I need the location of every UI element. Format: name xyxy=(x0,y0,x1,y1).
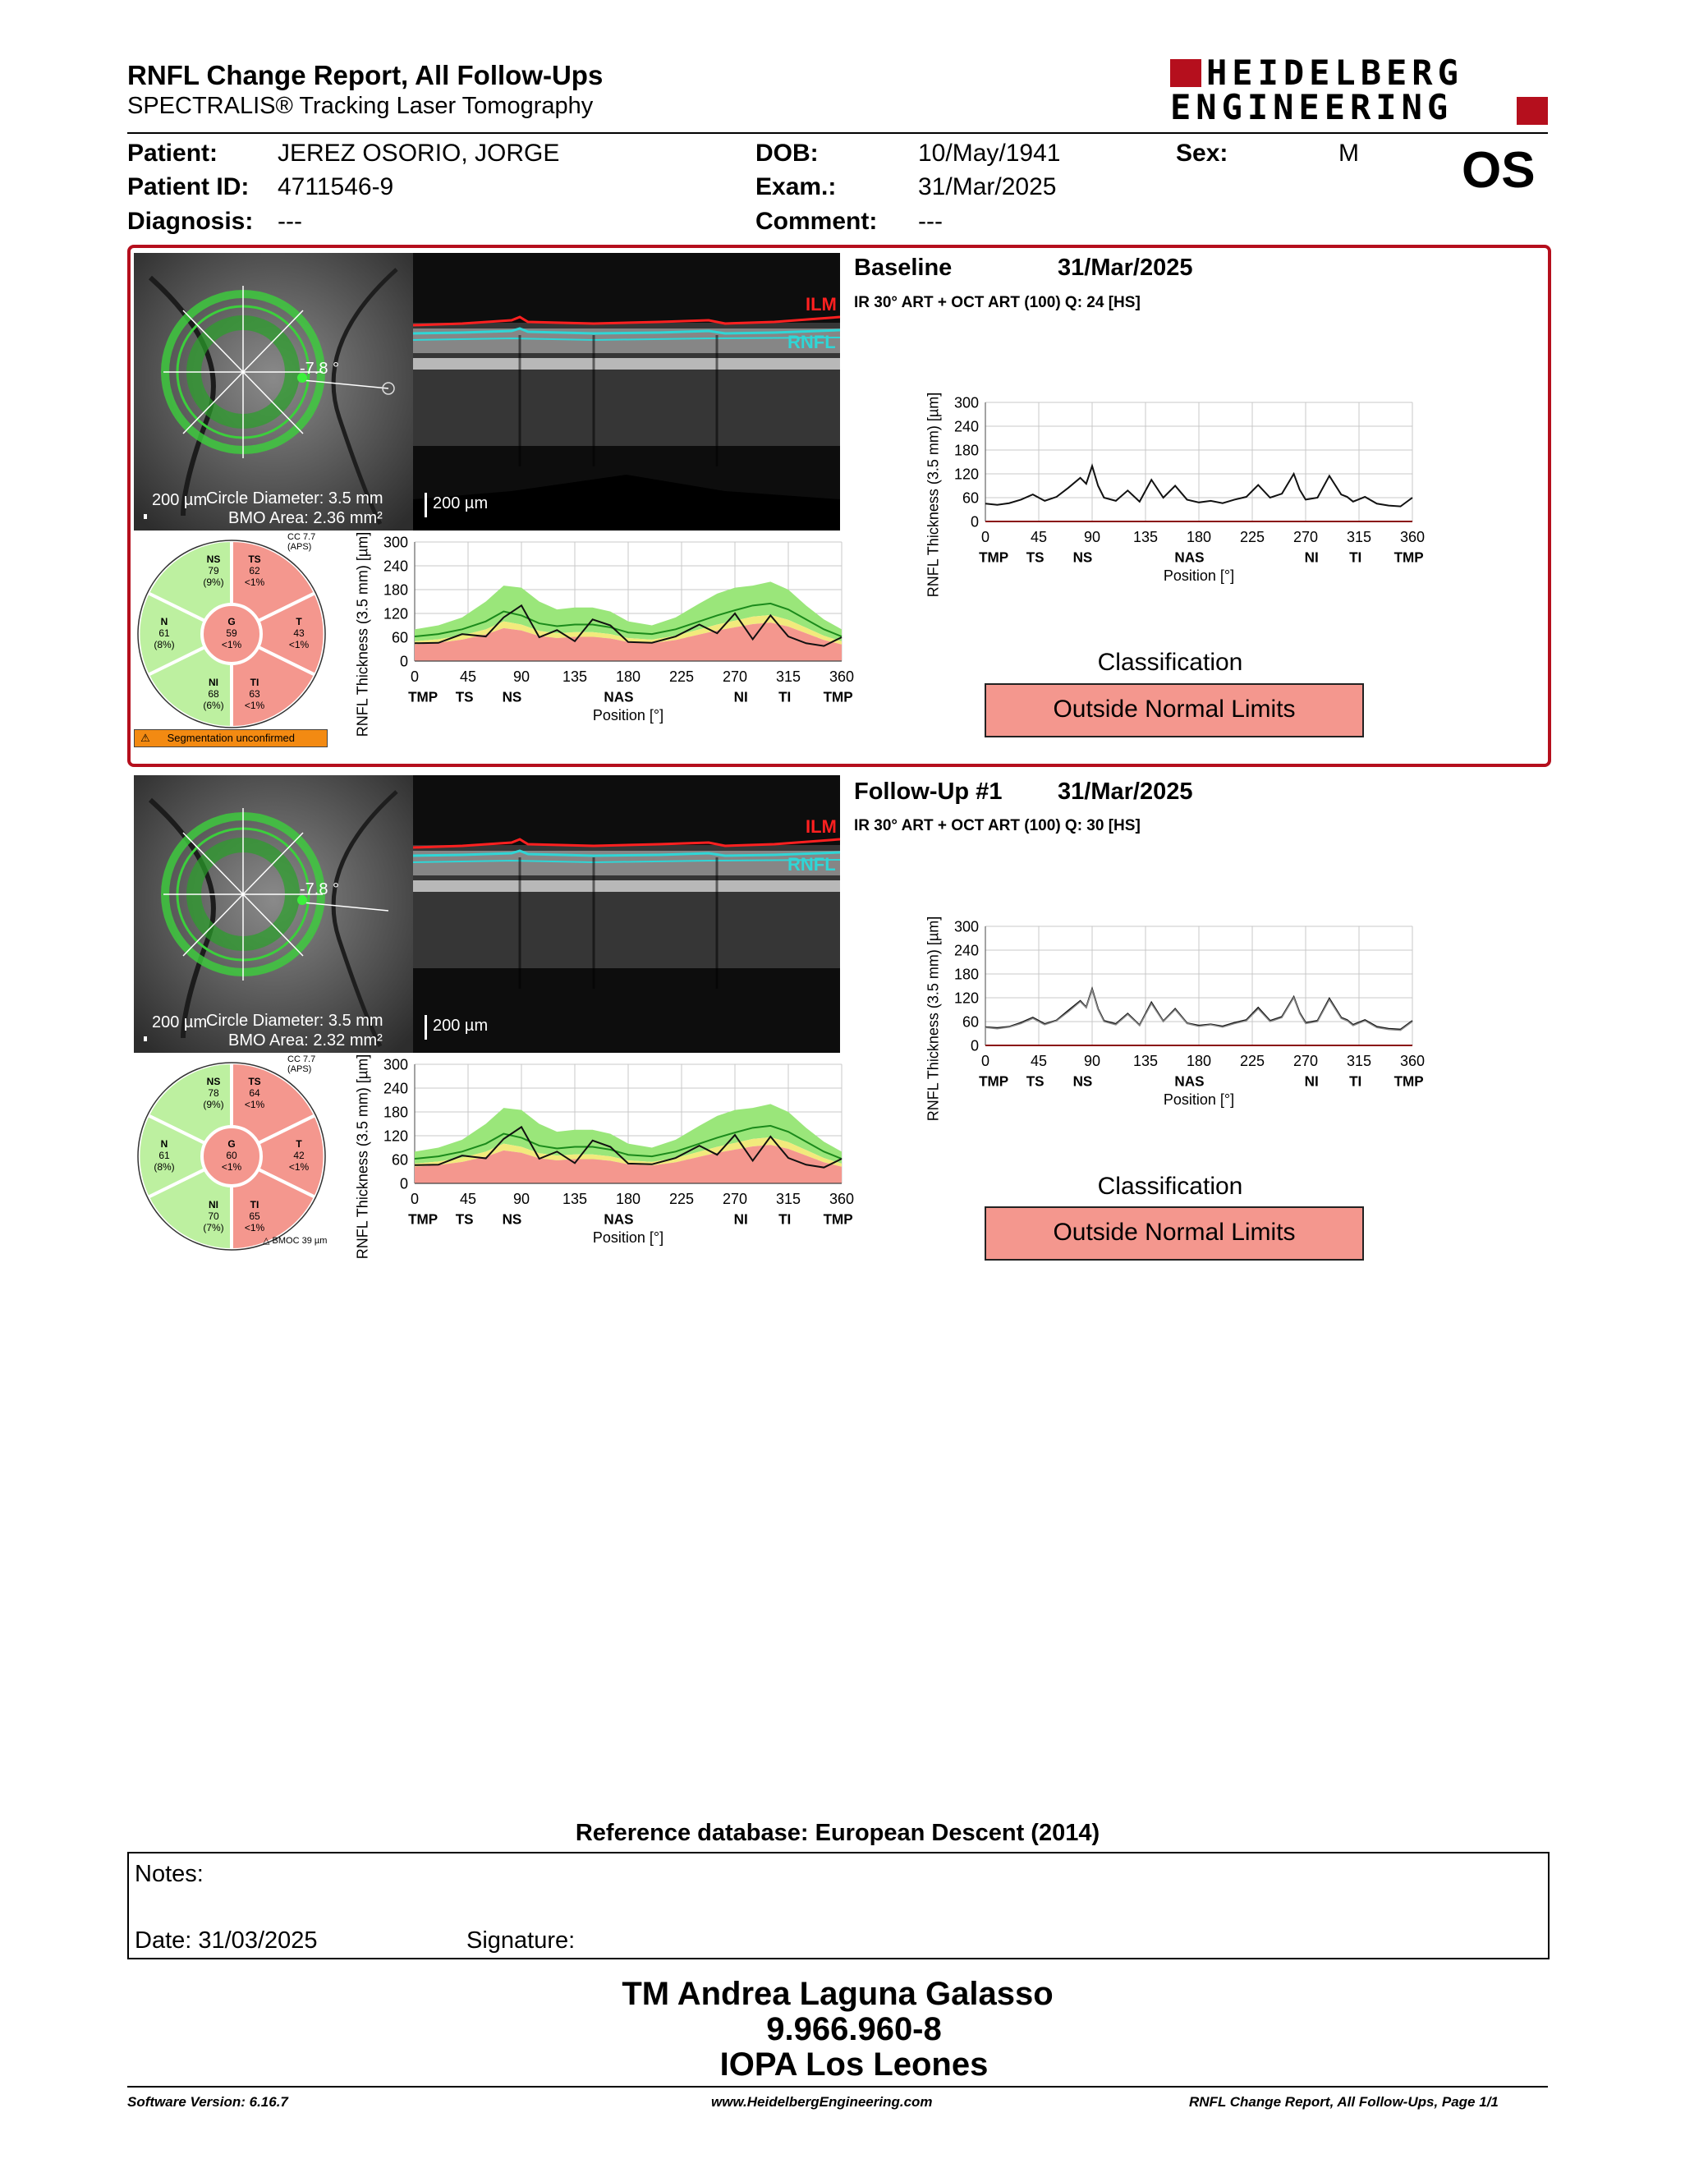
baseline-norm-y-tick-label: 300 xyxy=(383,534,408,551)
segmentation-warning xyxy=(134,729,328,747)
baseline-profile-x-tick-label: 270 xyxy=(1292,529,1319,546)
baseline-bscan-graphic xyxy=(413,253,840,531)
baseline-profile-y-tick-label: 300 xyxy=(953,394,979,411)
baseline-cc-label: CC 7.7 (APS) xyxy=(287,532,316,552)
dob-value: 10/May/1941 xyxy=(918,140,1061,167)
baseline-profile-y-tick-label: 180 xyxy=(953,442,979,459)
patient-label: Patient: xyxy=(127,140,218,167)
baseline-profile-sector-label: TI xyxy=(1349,549,1362,566)
sex-label: Sex: xyxy=(1176,140,1228,167)
followup-profile-y-tick-label: 240 xyxy=(953,942,979,959)
baseline-profile-sector-label: NI xyxy=(1304,549,1319,566)
baseline-norm-y-tick-label: 180 xyxy=(383,581,408,599)
followup-profile-sector-label: TMP xyxy=(1393,1073,1424,1090)
dob-label: DOB: xyxy=(755,140,819,167)
software-version: Software Version: 6.16.7 xyxy=(127,2094,288,2110)
baseline-profile-x-tick-label: 315 xyxy=(1346,529,1372,546)
report-subtitle: SPECTRALIS® Tracking Laser Tomography xyxy=(127,93,594,119)
baseline-norm-sector-label: NS xyxy=(502,689,522,705)
baseline-rnfl-label: RNFL xyxy=(787,332,836,352)
followup-norm-y-axis-label: RNFL Thickness (3.5 mm) [µm] xyxy=(354,1054,371,1260)
followup-fundus-scale: 200 µm xyxy=(152,1013,208,1031)
baseline-profile-y-axis-label: RNFL Thickness (3.5 mm) [µm] xyxy=(925,392,942,598)
exam-label: Exam.: xyxy=(755,173,837,200)
reference-database: Reference database: European Descent (2014) xyxy=(575,1820,1100,1846)
baseline-classification-label: Classification xyxy=(1097,649,1243,676)
followup-classification-result: Outside Normal Limits xyxy=(985,1206,1364,1261)
followup-norm-sector-label: NI xyxy=(733,1211,748,1228)
followup-rnfl-label: RNFL xyxy=(787,854,836,875)
followup-circle-diameter: Circle Diameter: 3.5 mm xyxy=(206,1012,383,1030)
baseline-circle-diameter: Circle Diameter: 3.5 mm xyxy=(206,489,383,508)
baseline-profile-y-tick-label: 120 xyxy=(953,466,979,483)
baseline-profile-x-axis-label: Position [°] xyxy=(1163,567,1235,584)
followup-norm-y-tick-label: 180 xyxy=(383,1104,408,1121)
baseline-norm-y-tick-label: 60 xyxy=(391,629,408,646)
baseline-norm-x-tick-label: 315 xyxy=(775,668,801,686)
followup-sector-ti: TI 65 <1% xyxy=(244,1199,265,1233)
followup-profile-sector-label: NI xyxy=(1304,1073,1319,1090)
baseline-norm-y-tick-label: 240 xyxy=(383,558,408,575)
baseline-profile-y-tick-label: 240 xyxy=(953,418,979,435)
baseline-norm-y-tick-label: 0 xyxy=(399,653,408,670)
followup-norm-sector-label: NAS xyxy=(604,1211,634,1228)
baseline-fundus-scale: 200 µm xyxy=(152,491,208,509)
followup-normative-chart xyxy=(341,1054,855,1278)
brand-logo xyxy=(1170,53,1548,127)
followup-profile-y-tick-label: 60 xyxy=(962,1013,979,1031)
followup-profile-x-tick-label: 180 xyxy=(1186,1053,1212,1070)
warning-icon: ⚠ xyxy=(140,732,150,744)
baseline-bmo-area: BMO Area: 2.36 mm² xyxy=(228,509,383,527)
followup-profile-sector-label: TMP xyxy=(979,1073,1009,1090)
followup-norm-y-tick-label: 300 xyxy=(383,1056,408,1073)
followup-profile-x-tick-label: 270 xyxy=(1292,1053,1319,1070)
followup-sector-ts: TS 64 <1% xyxy=(244,1076,265,1110)
followup-bscan-image xyxy=(413,775,840,1053)
baseline-norm-x-tick-label: 180 xyxy=(615,668,641,686)
baseline-classification-result: Outside Normal Limits xyxy=(985,683,1364,737)
baseline-profile-y-tick-label: 60 xyxy=(962,489,979,507)
triangle-icon: △ xyxy=(263,1236,270,1246)
baseline-norm-x-tick-label: 90 xyxy=(512,668,530,686)
baseline-norm-sector-label: TMP xyxy=(408,689,438,705)
followup-sector-g: G 60 <1% xyxy=(221,1138,242,1173)
baseline-norm-y-axis-label: RNFL Thickness (3.5 mm) [µm] xyxy=(354,531,371,737)
followup-fundus-angle: -7.8 ° xyxy=(300,880,340,898)
baseline-fundus-angle: -7.8 ° xyxy=(300,360,340,378)
baseline-norm-sector-label: NAS xyxy=(604,689,634,705)
followup-norm-x-tick-label: 360 xyxy=(829,1191,855,1208)
baseline-norm-x-tick-label: 0 xyxy=(410,668,420,686)
followup-norm-y-tick-label: 120 xyxy=(383,1128,408,1145)
followup-norm-x-tick-label: 225 xyxy=(668,1191,695,1208)
followup-profile-sector-label: NS xyxy=(1072,1073,1093,1090)
comment-value: --- xyxy=(918,208,943,235)
followup-bscan-scale: 200 µm xyxy=(433,1017,489,1035)
baseline-normative-chart xyxy=(341,531,855,756)
baseline-profile-chart xyxy=(911,386,1437,624)
followup-cc-label: CC 7.7 (APS) xyxy=(287,1054,316,1074)
followup-title: Follow-Up #1 xyxy=(854,779,1003,805)
followup-profile-y-tick-label: 120 xyxy=(953,990,979,1007)
followup-date: 31/Mar/2025 xyxy=(1058,779,1193,805)
baseline-settings: IR 30° ART + OCT ART (100) Q: 24 [HS] xyxy=(854,294,1141,311)
baseline-profile-sector-label: TMP xyxy=(1393,549,1424,566)
comment-label: Comment: xyxy=(755,208,878,235)
baseline-norm-y-tick-label: 120 xyxy=(383,605,408,622)
followup-profile-y-axis-label: RNFL Thickness (3.5 mm) [µm] xyxy=(925,916,942,1122)
followup-norm-x-tick-label: 45 xyxy=(459,1191,477,1208)
baseline-bscan-scale: 200 µm xyxy=(433,494,489,512)
followup-settings: IR 30° ART + OCT ART (100) Q: 30 [HS] xyxy=(854,817,1141,834)
baseline-profile-x-tick-label: 360 xyxy=(1399,529,1426,546)
baseline-sector-chart xyxy=(131,532,335,729)
baseline-norm-sector-label: NI xyxy=(733,689,748,705)
notes-box xyxy=(127,1852,1550,1959)
baseline-profile-x-tick-label: 225 xyxy=(1239,529,1265,546)
stamp-place: IOPA Los Leones xyxy=(719,2046,989,2083)
baseline-profile-x-tick-label: 180 xyxy=(1186,529,1212,546)
baseline-sector-n: N 61 (8%) xyxy=(154,616,175,650)
baseline-sector-ni: NI 68 (6%) xyxy=(203,677,224,711)
stamp-id: 9.966.960-8 xyxy=(766,2011,942,2047)
eye-indicator: OS xyxy=(1462,142,1536,199)
baseline-profile-x-tick-label: 0 xyxy=(980,529,990,546)
followup-sector-chart xyxy=(131,1054,335,1252)
followup-norm-sector-label: TI xyxy=(778,1211,792,1228)
bmoc-note: △ BMOC 39 µm xyxy=(263,1236,328,1246)
followup-norm-x-tick-label: 180 xyxy=(615,1191,641,1208)
notes-label: Notes: xyxy=(135,1861,204,1887)
followup-norm-sector-label: TS xyxy=(455,1211,474,1228)
baseline-fundus-image xyxy=(134,253,413,531)
followup-norm-sector-label: NS xyxy=(502,1211,522,1228)
baseline-norm-x-tick-label: 270 xyxy=(722,668,748,686)
followup-norm-y-tick-label: 0 xyxy=(399,1175,408,1192)
followup-sector-t: T 42 <1% xyxy=(288,1138,310,1173)
followup-norm-y-tick-label: 240 xyxy=(383,1080,408,1097)
followup-profile-x-tick-label: 45 xyxy=(1030,1053,1048,1070)
followup-profile-x-axis-label: Position [°] xyxy=(1163,1091,1235,1108)
baseline-date: 31/Mar/2025 xyxy=(1058,255,1193,281)
baseline-sector-t: T 43 <1% xyxy=(288,616,310,650)
followup-sector-n: N 61 (8%) xyxy=(154,1138,175,1173)
diagnosis-label: Diagnosis: xyxy=(127,208,254,235)
baseline-ilm-label: ILM xyxy=(806,294,837,315)
baseline-profile-sector-label: NS xyxy=(1072,549,1093,566)
followup-profile-y-tick-label: 300 xyxy=(953,918,979,935)
followup-profile-sector-label: NAS xyxy=(1174,1073,1205,1090)
followup-profile-y-tick-label: 0 xyxy=(970,1037,979,1054)
followup-profile-chart xyxy=(911,910,1437,1148)
followup-ilm-label: ILM xyxy=(806,816,837,837)
baseline-sector-ti: TI 63 <1% xyxy=(244,677,265,711)
date-label: Date: 31/03/2025 xyxy=(135,1927,318,1954)
baseline-sector-ns: NS 79 (9%) xyxy=(203,553,224,588)
baseline-sector-g: G 59 <1% xyxy=(221,616,242,650)
followup-fundus-image xyxy=(134,775,413,1053)
followup-norm-x-axis-label: Position [°] xyxy=(592,1229,664,1246)
followup-profile-x-tick-label: 315 xyxy=(1346,1053,1372,1070)
exam-date: 31/Mar/2025 xyxy=(918,173,1057,200)
page-info: RNFL Change Report, All Follow-Ups, Page 1/1 xyxy=(1189,2094,1499,2110)
brand-line-2: ENGINEERING xyxy=(1170,87,1453,127)
baseline-norm-sector-label: TI xyxy=(778,689,792,705)
followup-sector-ni: NI 70 (7%) xyxy=(203,1199,224,1233)
followup-norm-y-tick-label: 60 xyxy=(391,1151,408,1169)
baseline-profile-sector-label: TMP xyxy=(979,549,1009,566)
baseline-sector-ts: TS 62 <1% xyxy=(244,553,265,588)
baseline-profile-sector-label: TS xyxy=(1026,549,1045,566)
patient-name: JEREZ OSORIO, JORGE xyxy=(278,140,560,167)
baseline-norm-x-tick-label: 360 xyxy=(829,668,855,686)
baseline-norm-sector-label: TS xyxy=(455,689,474,705)
baseline-norm-x-axis-label: Position [°] xyxy=(592,707,664,723)
baseline-norm-sector-label: TMP xyxy=(823,689,853,705)
diagnosis-value: --- xyxy=(278,208,302,235)
followup-profile-x-tick-label: 360 xyxy=(1399,1053,1426,1070)
followup-norm-x-tick-label: 90 xyxy=(512,1191,530,1208)
followup-norm-x-tick-label: 270 xyxy=(722,1191,748,1208)
followup-profile-y-tick-label: 180 xyxy=(953,966,979,983)
sex-value: M xyxy=(1338,140,1359,167)
followup-profile-x-tick-label: 135 xyxy=(1132,1053,1159,1070)
followup-profile-x-tick-label: 225 xyxy=(1239,1053,1265,1070)
followup-norm-x-tick-label: 135 xyxy=(562,1191,588,1208)
baseline-norm-x-tick-label: 45 xyxy=(459,668,477,686)
followup-norm-sector-label: TMP xyxy=(408,1211,438,1228)
followup-profile-sector-label: TI xyxy=(1349,1073,1362,1090)
stamp-name: TM Andrea Laguna Galasso xyxy=(622,1976,1054,2012)
baseline-profile-y-tick-label: 0 xyxy=(970,513,979,531)
baseline-profile-x-tick-label: 135 xyxy=(1132,529,1159,546)
baseline-profile-sector-label: NAS xyxy=(1174,549,1205,566)
followup-norm-x-tick-label: 0 xyxy=(410,1191,420,1208)
segmentation-warning-text: Segmentation unconfirmed xyxy=(167,732,295,744)
baseline-norm-x-tick-label: 135 xyxy=(562,668,588,686)
followup-norm-x-tick-label: 315 xyxy=(775,1191,801,1208)
baseline-profile-x-tick-label: 90 xyxy=(1083,529,1101,546)
followup-classification-label: Classification xyxy=(1097,1173,1243,1200)
followup-bmo-area: BMO Area: 2.32 mm² xyxy=(228,1031,383,1050)
report-title: RNFL Change Report, All Follow-Ups xyxy=(127,60,604,90)
brand-line-1: HEIDELBERG xyxy=(1206,53,1463,93)
followup-profile-sector-label: TS xyxy=(1026,1073,1045,1090)
followup-norm-sector-label: TMP xyxy=(823,1211,853,1228)
followup-sector-ns: NS 78 (9%) xyxy=(203,1076,224,1110)
followup-profile-x-tick-label: 0 xyxy=(980,1053,990,1070)
patient-id: 4711546-9 xyxy=(278,173,394,200)
website-link[interactable]: www.HeidelbergEngineering.com xyxy=(711,2094,933,2110)
signature-label: Signature: xyxy=(466,1927,576,1954)
patient-id-label: Patient ID: xyxy=(127,173,250,200)
followup-bscan-graphic xyxy=(413,775,840,1053)
followup-profile-x-tick-label: 90 xyxy=(1083,1053,1101,1070)
baseline-norm-x-tick-label: 225 xyxy=(668,668,695,686)
baseline-profile-x-tick-label: 45 xyxy=(1030,529,1048,546)
baseline-bscan-image xyxy=(413,253,840,531)
baseline-title: Baseline xyxy=(854,255,953,281)
